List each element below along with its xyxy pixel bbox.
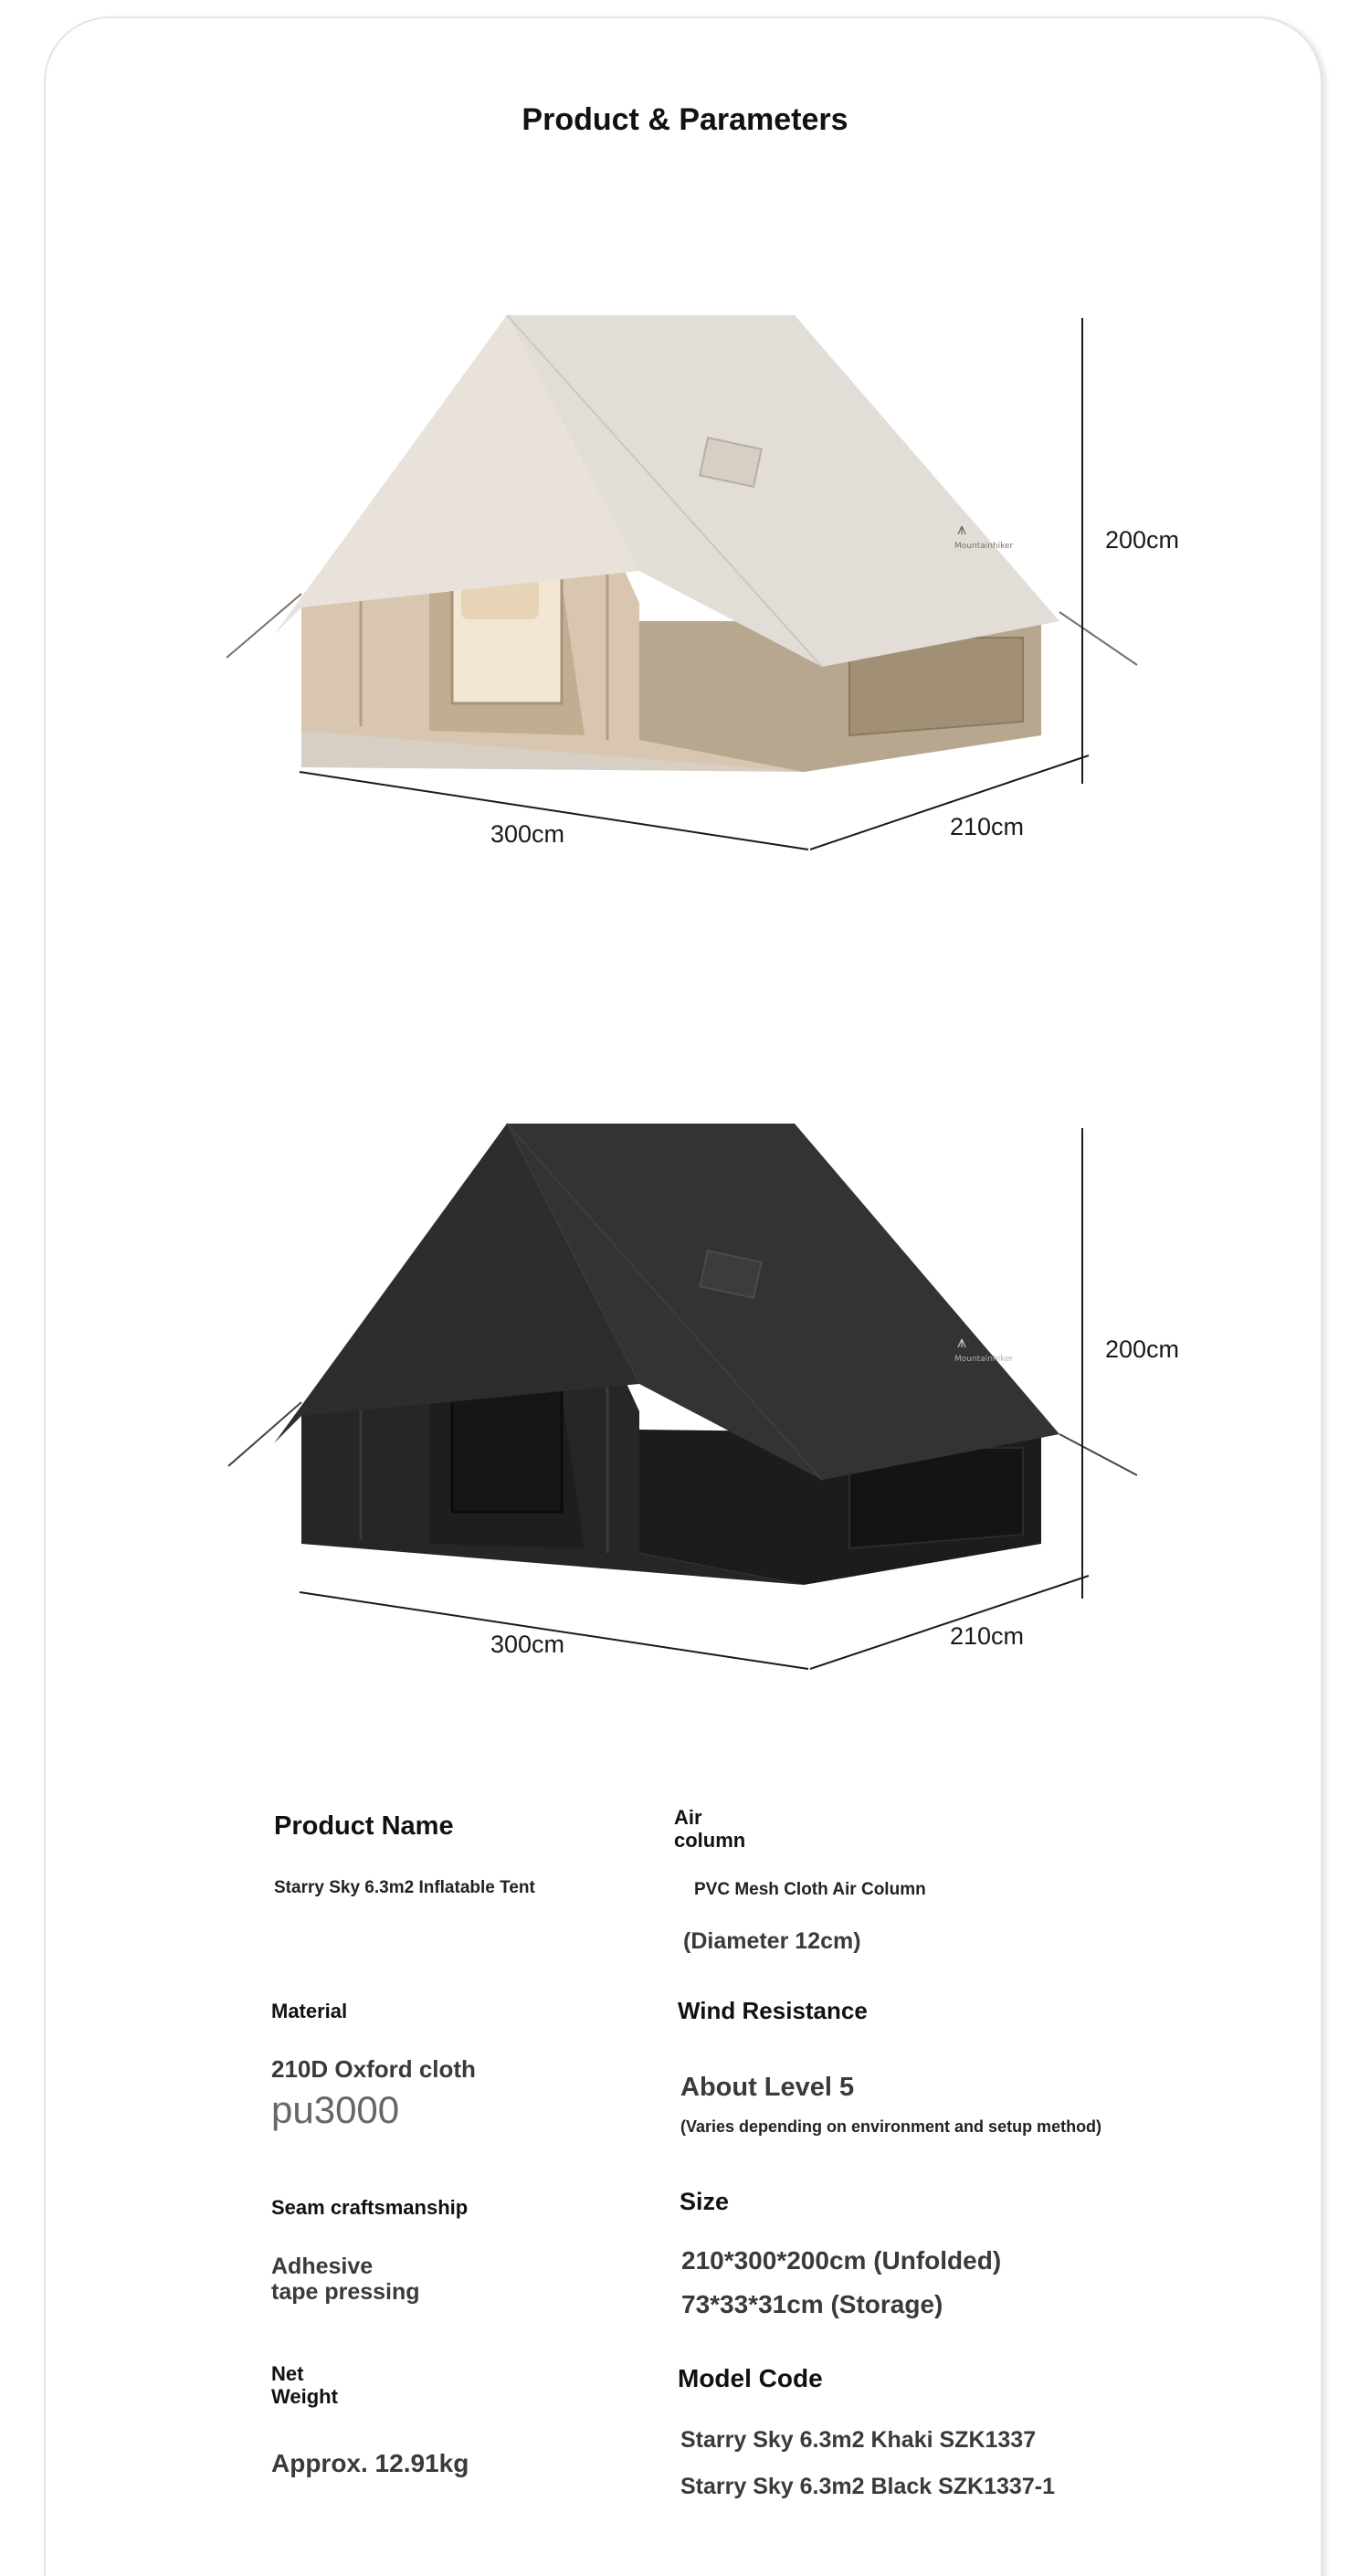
material-value-1: 210D Oxford cloth [271, 2055, 476, 2083]
svg-text:Mountainhiker: Mountainhiker [954, 1355, 1014, 1364]
black-tent-figure [0, 1092, 1370, 1694]
air-column-value-2: (Diameter 12cm) [683, 1928, 861, 1954]
air-column-label-1: Air [674, 1806, 702, 1829]
net-weight-label-1: Net [271, 2362, 304, 2385]
page-title: Product & Parameters [522, 102, 848, 137]
size-label: Size [680, 2188, 730, 2215]
svg-text:Mountainhiker: Mountainhiker [954, 542, 1014, 551]
product-name-value: Starry Sky 6.3m2 Inflatable Tent [274, 1878, 535, 1897]
model-code-value-2: Starry Sky 6.3m2 Black SZK1337-1 [680, 2474, 1055, 2499]
wind-resistance-value: About Level 5 [680, 2073, 855, 2102]
size-value-1: 210*300*200cm (Unfolded) [681, 2246, 1002, 2275]
wind-resistance-label: Wind Resistance [678, 1997, 868, 2024]
net-weight-value: Approx. 12.91kg [271, 2449, 469, 2477]
black-length-label: 300cm [490, 1631, 565, 1658]
seam-label: Seam craftsmanship [271, 2196, 469, 2219]
khaki-height-label: 200cm [1105, 526, 1180, 554]
material-label: Material [271, 2000, 348, 2022]
black-height-label: 200cm [1105, 1336, 1180, 1363]
model-code-label: Model Code [678, 2364, 823, 2392]
black-depth-label: 210cm [950, 1622, 1025, 1650]
khaki-tent-figure [0, 274, 1370, 877]
air-column-label-2: column [674, 1829, 746, 1852]
seam-value-1: Adhesive [271, 2254, 374, 2279]
net-weight-label-2: Weight [271, 2385, 338, 2408]
svg-text:⩚: ⩚ [957, 520, 967, 539]
wind-resistance-note: (Varies depending on environment and setup method) [680, 2117, 1102, 2136]
material-value-2: pu3000 [271, 2088, 400, 2131]
model-code-value-1: Starry Sky 6.3m2 Khaki SZK1337 [680, 2427, 1037, 2453]
khaki-length-label: 300cm [490, 820, 565, 848]
air-column-value-1: PVC Mesh Cloth Air Column [694, 1880, 926, 1899]
product-name-label: Product Name [274, 1811, 454, 1841]
khaki-depth-label: 210cm [950, 813, 1025, 840]
size-value-2: 73*33*31cm (Storage) [681, 2290, 943, 2318]
svg-text:⩚: ⩚ [957, 1333, 967, 1352]
seam-value-2: tape pressing [271, 2279, 420, 2305]
